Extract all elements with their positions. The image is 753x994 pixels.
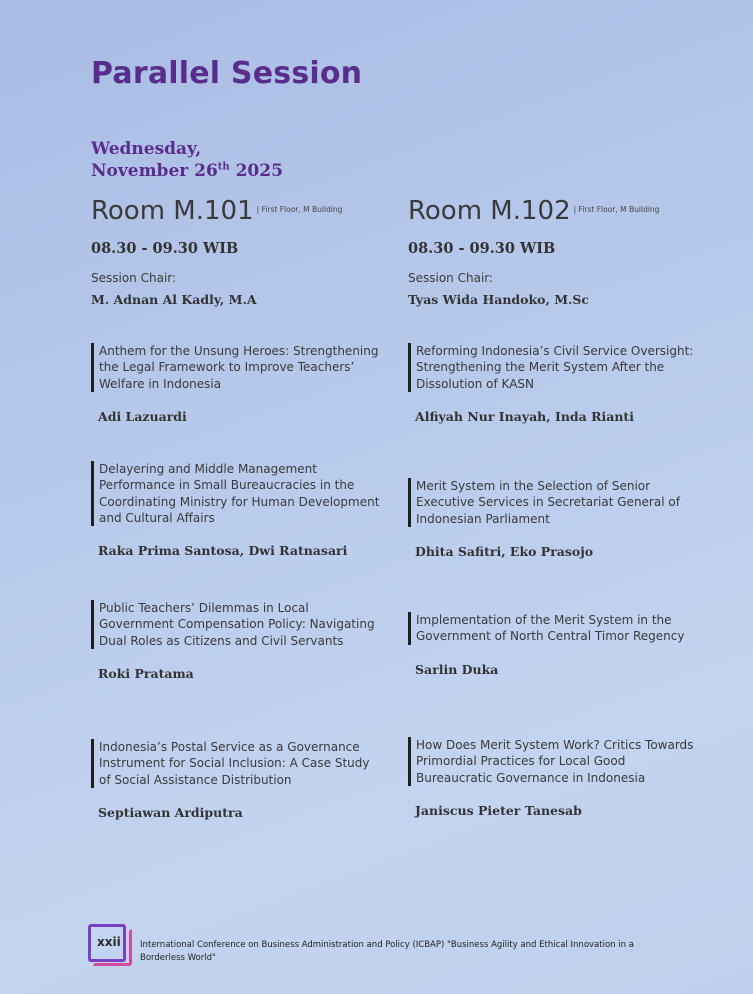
talk-item <box>408 478 698 559</box>
talk-author: Adi Lazuardi <box>98 408 187 424</box>
room-header <box>408 196 708 232</box>
talk-item <box>91 343 381 424</box>
talk-title: Implementation of the Merit System in the Government of North Central Timor Regency <box>408 612 698 645</box>
talk-title: Delayering and Middle Management Performance in Small Bureaucracies in the Coordinating Ministry for Human Development and Cultural Affairs <box>91 461 381 526</box>
talk-title: Merit System in the Selection of Senior Executive Services in Secretariat General of Indonesian Parliament <box>408 478 698 527</box>
talk-author: Sarlin Duka <box>415 661 499 677</box>
talk-title: Public Teachers’ Dilemmas in Local Government Compensation Policy: Navigating Dual Roles as Citizens and Civil Servants <box>91 600 381 649</box>
room-column-m102 <box>408 196 708 818</box>
talk-item <box>408 343 698 424</box>
page-number: xxii <box>97 935 121 949</box>
session-time: 08.30 - 09.30 WIB <box>408 240 556 257</box>
room-column-m101 <box>91 196 391 820</box>
talk-title: Anthem for the Unsung Heroes: Strengthening the Legal Framework to Improve Teachers’ Welfare in Indonesia <box>91 343 381 392</box>
page-title: Parallel Session <box>91 56 363 91</box>
page-number-badge <box>88 924 132 966</box>
talk-item <box>91 600 381 681</box>
conference-footer-text: International Conference on Business Administration and Policy (ICBAP) "Business Agility and Ethical Innovation in a Borderless World" <box>140 940 634 963</box>
talk-title: Reforming Indonesia’s Civil Service Oversight: Strengthening the Merit System After the Dissolution of KASN <box>408 343 698 392</box>
talk-author: Raka Prima Santosa, Dwi Ratnasari <box>98 543 348 559</box>
talk-item <box>408 612 698 677</box>
talk-author: Alfiyah Nur Inayah, Inda Rianti <box>415 408 634 424</box>
date-month-day: November 26 <box>91 161 218 181</box>
talk-title: Indonesia’s Postal Service as a Governance Instrument for Social Inclusion: A Case Study of Social Assistance Distribution <box>91 739 381 788</box>
talk-author: Janiscus Pieter Tanesab <box>415 802 582 818</box>
talk-item <box>91 739 381 820</box>
date-year: 2025 <box>229 161 283 181</box>
talk-author: Dhita Safitri, Eko Prasojo <box>415 543 594 559</box>
page-footer <box>88 924 688 968</box>
room-location: | First Floor, M Building <box>573 205 660 214</box>
room-header <box>91 196 391 232</box>
session-chair-name: Tyas Wida Handoko, M.Sc <box>408 292 590 307</box>
session-chair-label: Session Chair: <box>408 271 494 285</box>
talk-item <box>408 737 698 818</box>
date-weekday: Wednesday, <box>91 139 202 159</box>
session-date <box>91 138 283 182</box>
date-suffix: th <box>217 161 230 173</box>
date-full <box>91 160 283 182</box>
talk-author: Septiawan Ardiputra <box>98 804 243 820</box>
room-name: Room M.101 <box>91 196 254 226</box>
room-name: Room M.102 <box>408 196 571 226</box>
talk-author: Roki Pratama <box>98 665 194 681</box>
talk-title: How Does Merit System Work? Critics Towards Primordial Practices for Local Good Bureaucratic Governance in Indonesia <box>408 737 698 786</box>
talk-item <box>91 461 381 558</box>
session-chair-label: Session Chair: <box>91 271 177 285</box>
room-location: | First Floor, M Building <box>256 205 343 214</box>
session-time: 08.30 - 09.30 WIB <box>91 240 239 257</box>
session-chair-name: M. Adnan Al Kadly, M.A <box>91 292 257 307</box>
